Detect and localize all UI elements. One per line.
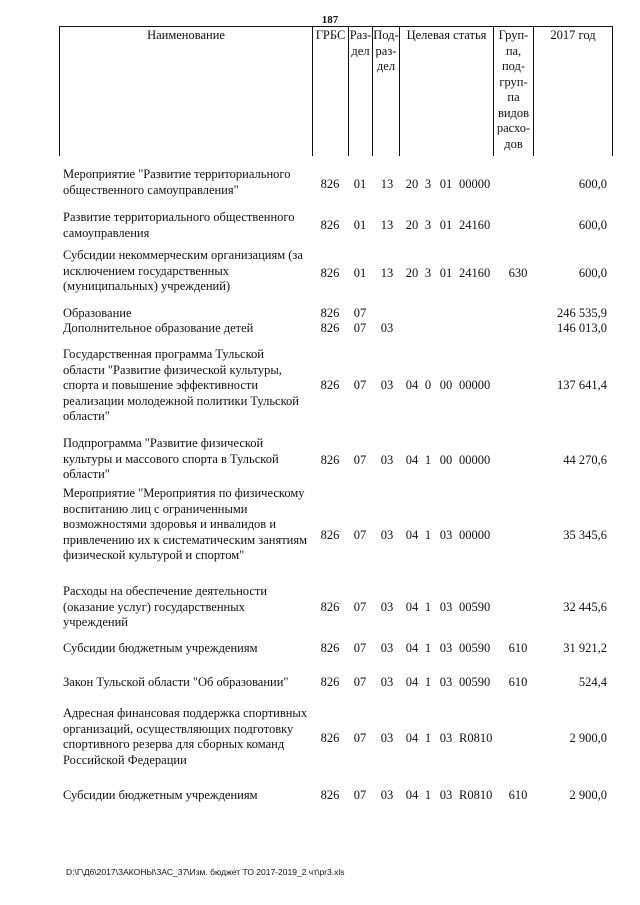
row-name: Государственная программа Тульской области "Развитие физической культуры, спорта и повышение эффективности реализации молодежной политики Тульской области" xyxy=(63,347,299,423)
row-grp: 610 xyxy=(508,788,528,802)
row-cs2: 1 xyxy=(424,731,432,745)
row-grbs: 826 xyxy=(320,306,340,320)
row-cs1: 04 xyxy=(405,528,419,542)
row-cs3: 03 xyxy=(439,528,453,542)
row-razd: 07 xyxy=(353,453,367,467)
row-grp: 630 xyxy=(508,266,528,280)
row-podr: 03 xyxy=(380,453,394,467)
row-grp: 610 xyxy=(508,675,528,689)
row-amt: 2 900,0 xyxy=(569,731,607,745)
row-name: Мероприятие "Развитие территориального общественного самоуправления" xyxy=(63,167,291,197)
row-podr: 03 xyxy=(380,731,394,745)
row-grbs: 826 xyxy=(320,641,340,655)
file-path-footer: D:\Г\Д6\2017\ЗАКОНЫ\ЗАС_37\Изм. бюджет ТО 2017-2019_2 чт\pr3.xls xyxy=(66,867,345,877)
row-grbs: 826 xyxy=(320,600,340,614)
header-year: 2017 год xyxy=(534,26,613,156)
table-header xyxy=(59,26,613,156)
header-razdel: Раз- дел xyxy=(348,26,372,156)
row-razd: 07 xyxy=(353,306,367,320)
row-podr: 03 xyxy=(380,378,394,392)
row-podr: 03 xyxy=(380,675,394,689)
row-podr: 03 xyxy=(380,321,394,335)
row-cs1: 04 xyxy=(405,453,419,467)
row-cs4: 24160 xyxy=(459,218,491,232)
row-razd: 07 xyxy=(353,641,367,655)
row-cs4: R0810 xyxy=(459,731,493,745)
row-cs3: 01 xyxy=(439,177,453,191)
row-amt: 137 641,4 xyxy=(557,378,607,392)
row-amt: 146 013,0 xyxy=(557,321,607,335)
row-grbs: 826 xyxy=(320,528,340,542)
row-name: Подпрограмма "Развитие физической культуры и массового спорта в Тульской области" xyxy=(63,436,279,481)
row-amt: 31 921,2 xyxy=(563,641,607,655)
row-cs4: R0810 xyxy=(459,788,493,802)
row-cs4: 00590 xyxy=(459,675,491,689)
row-razd: 01 xyxy=(353,266,367,280)
row-grbs: 826 xyxy=(320,177,340,191)
row-cs4: 00000 xyxy=(459,378,491,392)
row-razd: 07 xyxy=(353,788,367,802)
header-grbs: ГРБС xyxy=(312,26,348,156)
header-target: Целевая статья xyxy=(399,26,493,156)
row-amt: 246 535,9 xyxy=(557,306,607,320)
row-podr: 03 xyxy=(380,528,394,542)
row-cs2: 3 xyxy=(424,266,432,280)
row-cs1: 04 xyxy=(405,731,419,745)
row-amt: 32 445,6 xyxy=(563,600,607,614)
row-grbs: 826 xyxy=(320,731,340,745)
row-cs4: 24160 xyxy=(459,266,491,280)
row-amt: 600,0 xyxy=(578,218,607,232)
row-name: Расходы на обеспечение деятельности (оказание услуг) государственных учреждений xyxy=(63,584,268,629)
row-grbs: 826 xyxy=(320,675,340,689)
row-amt: 2 900,0 xyxy=(569,788,607,802)
row-cs4: 00590 xyxy=(459,600,491,614)
row-grbs: 826 xyxy=(320,321,340,335)
row-razd: 01 xyxy=(353,218,367,232)
header-podrazdel: Под- раз- дел xyxy=(372,26,399,156)
row-cs2: 1 xyxy=(424,528,432,542)
row-cs2: 1 xyxy=(424,453,432,467)
row-podr: 03 xyxy=(380,641,394,655)
row-podr: 03 xyxy=(380,788,394,802)
row-cs1: 04 xyxy=(405,675,419,689)
row-podr: 13 xyxy=(380,266,394,280)
row-cs1: 04 xyxy=(405,641,419,655)
row-name: Субсидии бюджетным учреждениям xyxy=(63,788,258,802)
row-cs3: 03 xyxy=(439,788,453,802)
row-cs3: 03 xyxy=(439,641,453,655)
row-cs4: 00000 xyxy=(459,177,491,191)
row-cs1: 04 xyxy=(405,788,419,802)
row-grbs: 826 xyxy=(320,378,340,392)
row-cs1: 04 xyxy=(405,600,419,614)
row-cs4: 00000 xyxy=(459,453,491,467)
row-razd: 07 xyxy=(353,675,367,689)
row-cs3: 03 xyxy=(439,675,453,689)
row-cs2: 3 xyxy=(424,177,432,191)
row-name: Образование xyxy=(63,306,132,320)
row-cs1: 20 xyxy=(405,177,419,191)
header-name: Наименование xyxy=(59,26,312,156)
row-cs4: 00590 xyxy=(459,641,491,655)
row-podr: 03 xyxy=(380,600,394,614)
row-cs2: 1 xyxy=(424,788,432,802)
row-razd: 01 xyxy=(353,177,367,191)
row-cs2: 1 xyxy=(424,600,432,614)
row-razd: 07 xyxy=(353,731,367,745)
row-grp: 610 xyxy=(508,641,528,655)
row-amt: 600,0 xyxy=(578,266,607,280)
row-cs3: 03 xyxy=(439,600,453,614)
row-razd: 07 xyxy=(353,378,367,392)
row-grbs: 826 xyxy=(320,788,340,802)
row-amt: 44 270,6 xyxy=(563,453,607,467)
row-cs2: 1 xyxy=(424,641,432,655)
row-razd: 07 xyxy=(353,600,367,614)
row-name: Адресная финансовая поддержка спортивных организаций, осуществляющих подготовку спортивного резерва для сборных команд Российской Федерации xyxy=(63,706,308,767)
row-name: Закон Тульской области "Об образовании" xyxy=(63,675,289,689)
row-name: Мероприятие "Мероприятия по физическому воспитанию лиц с ограниченными возможностями здоровья и инвалидов и привлечению их к систематическим занятиям физической культурой и спортом" xyxy=(63,486,308,562)
row-name: Субсидии бюджетным учреждениям xyxy=(63,641,258,655)
row-grbs: 826 xyxy=(320,266,340,280)
row-podr: 13 xyxy=(380,218,394,232)
page-number: 187 xyxy=(321,14,339,26)
row-cs3: 03 xyxy=(439,731,453,745)
row-amt: 35 345,6 xyxy=(563,528,607,542)
row-cs1: 20 xyxy=(405,218,419,232)
row-cs3: 01 xyxy=(439,266,453,280)
row-cs1: 04 xyxy=(405,378,419,392)
row-cs3: 00 xyxy=(439,378,453,392)
row-razd: 07 xyxy=(353,528,367,542)
row-name: Субсидии некоммерческим организациям (за исключением государственных (муниципальных) учреждений) xyxy=(63,248,303,293)
row-podr: 13 xyxy=(380,177,394,191)
row-grbs: 826 xyxy=(320,453,340,467)
row-grbs: 826 xyxy=(320,218,340,232)
row-cs4: 00000 xyxy=(459,528,491,542)
header-group: Груп- па, под- груп- па видов расхо- дов xyxy=(493,26,534,156)
row-amt: 524,4 xyxy=(578,675,607,689)
row-cs2: 1 xyxy=(424,675,432,689)
row-cs3: 01 xyxy=(439,218,453,232)
row-razd: 07 xyxy=(353,321,367,335)
row-cs2: 3 xyxy=(424,218,432,232)
row-cs2: 0 xyxy=(424,378,432,392)
row-name: Дополнительное образование детей xyxy=(63,321,254,335)
row-cs3: 00 xyxy=(439,453,453,467)
row-name: Развитие территориального общественного самоуправления xyxy=(63,210,295,240)
row-amt: 600,0 xyxy=(578,177,607,191)
row-cs1: 20 xyxy=(405,266,419,280)
